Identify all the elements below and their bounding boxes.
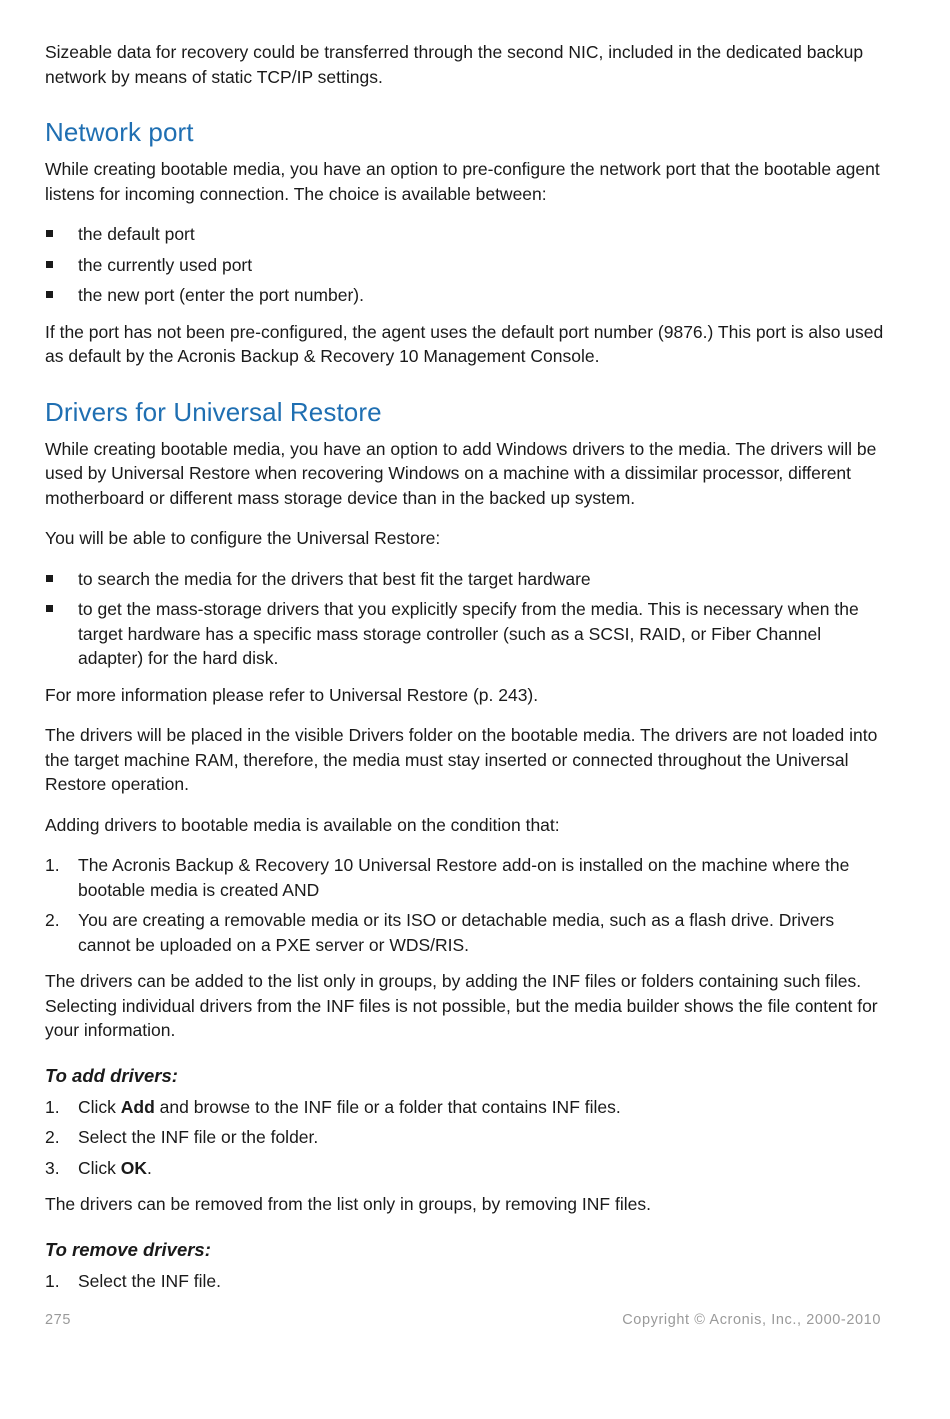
network-port-closing: If the port has not been pre-configured, the agent uses the default port number (9876.) This port is also used as default by the Acronis Backup & Recovery 10 Management Console. [45, 321, 884, 366]
list-item: the default port [45, 222, 890, 247]
bullet-square-icon [46, 230, 53, 237]
list-item: the new port (enter the port number). [45, 283, 890, 308]
drivers-paragraph-3: For more information please refer to Universal Restore (p. 243). [45, 684, 539, 705]
network-port-heading: Network port [45, 117, 194, 147]
add-drivers-heading: To add drivers: [45, 1064, 178, 1086]
list-item: 1. Select the INF file. [45, 1270, 221, 1291]
drivers-paragraph-6: The drivers can be added to the list only in groups, by adding the INF files or folders containing such files. Selecting individual drivers from the INF files is not possible, but the media builder shows the file content for your information. [45, 971, 878, 1040]
list-item: to get the mass-storage drivers that you explicitly specify from the media. This is necessary when the target hardware has a specific mass storage controller (such as a SCSI, RAID, or Fiber Channel adapter) for the hard disk. [45, 597, 890, 671]
universal-restore-options [45, 567, 890, 671]
list-item: 3. Click OK. [45, 1157, 152, 1178]
document-page [45, 40, 890, 1305]
drivers-paragraph-4: The drivers will be placed in the visible Drivers folder on the bootable media. The drivers are not loaded into the target machine RAM, therefore, the media must stay inserted or connected throughout the Universal Restore operation. [45, 725, 878, 794]
drivers-paragraph-1: While creating bootable media, you have an option to add Windows drivers to the media. The drivers will be used by Universal Restore when recovering Windows on a machine with a dissimilar processor, different motherboard or different mass storage device than in the backed up system. [45, 438, 877, 508]
drivers-paragraph-5: Adding drivers to bootable media is available on the condition that: [45, 814, 560, 835]
remove-drivers-steps [45, 1269, 890, 1294]
list-item: 1. The Acronis Backup & Recovery 10 Universal Restore add-on is installed on the machine where the bootable media is created AND [45, 855, 850, 900]
add-drivers-steps [45, 1095, 890, 1181]
network-port-options [45, 222, 890, 308]
bullet-square-icon [46, 605, 53, 612]
bullet-square-icon [46, 291, 53, 298]
add-button-reference: Add [120, 1096, 155, 1117]
list-item: 1. Click Add and browse to the INF file or a folder that contains INF files. [45, 1096, 621, 1117]
copyright-notice: Copyright © Acronis, Inc., 2000-2010 [622, 1312, 881, 1328]
conditions-list [45, 853, 890, 957]
drivers-heading: Drivers for Universal Restore [45, 396, 382, 427]
list-item: to search the media for the drivers that best fit the target hardware [45, 567, 890, 592]
ok-button-reference: OK [120, 1157, 148, 1178]
network-port-intro: While creating bootable media, you have an option to pre-configure the network port that the bootable agent listens for incoming connection. The choice is available between: [45, 159, 880, 204]
bullet-square-icon [46, 261, 53, 268]
intro-paragraph: Sizeable data for recovery could be transferred through the second NIC, included in the dedicated backup network by means of static TCP/IP settings. [45, 42, 864, 87]
page-number: 275 [45, 1312, 71, 1328]
list-item: the currently used port [45, 253, 890, 278]
remove-drivers-heading: To remove drivers: [45, 1238, 211, 1260]
drivers-paragraph-2: You will be able to configure the Universal Restore: [45, 528, 441, 548]
list-item: 2. You are creating a removable media or its ISO or detachable media, such as a flash drive. Drivers cannot be uploaded on a PXE server or WDS/RIS. [45, 910, 835, 955]
bullet-square-icon [46, 575, 53, 582]
list-item: 2. Select the INF file or the folder. [45, 1127, 319, 1147]
remove-note: The drivers can be removed from the list only in groups, by removing INF files. [45, 1194, 651, 1214]
